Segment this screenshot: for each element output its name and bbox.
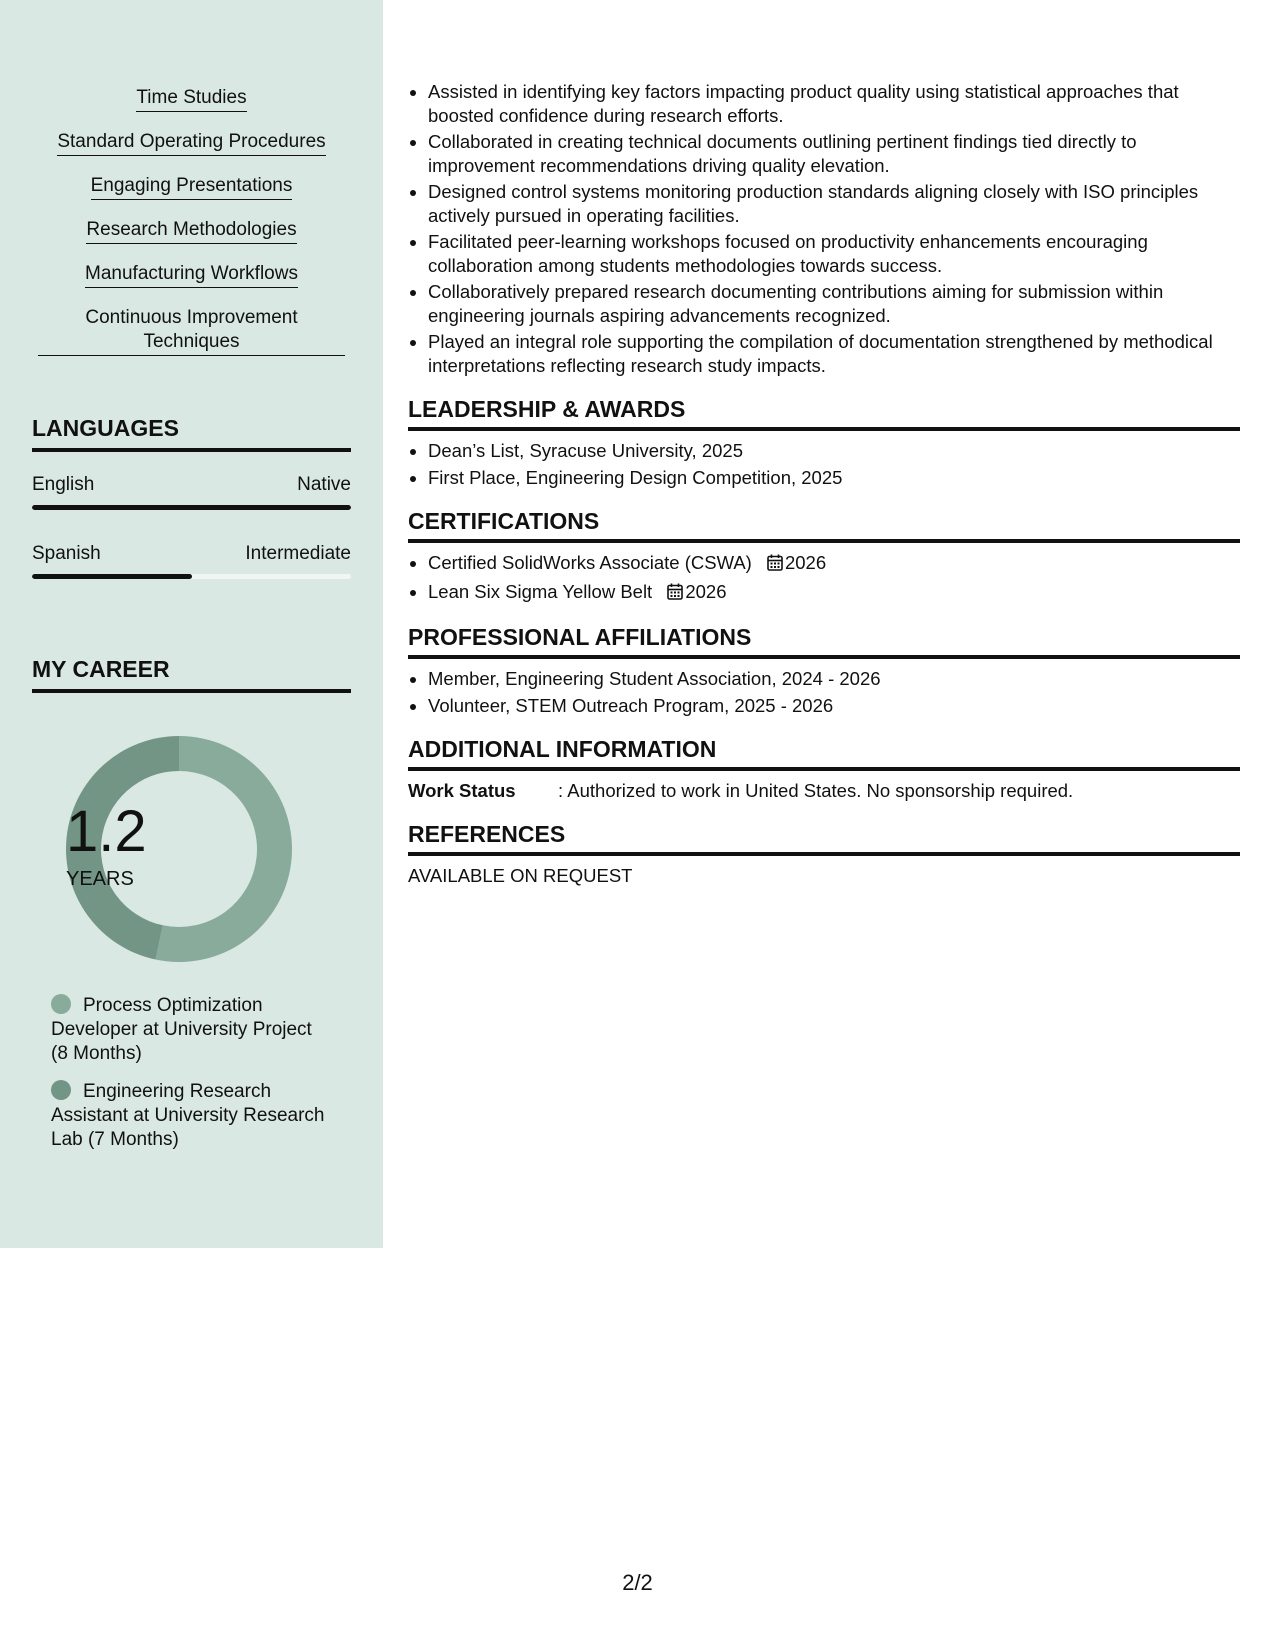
references-text: AVAILABLE ON REQUEST — [408, 865, 633, 886]
career-legend-item — [51, 1080, 326, 1152]
affiliations-heading: PROFESSIONAL AFFILIATIONS — [408, 624, 1240, 659]
leadership-heading: LEADERSHIP & AWARDS — [408, 396, 1240, 431]
experience-bullet: • Facilitated peer-learning workshops focused on productivity enhancements encouraging collaboration among students methodologies towards success. — [428, 230, 1240, 278]
certification-year: 2026 — [685, 581, 727, 602]
career-legend-label: Process Optimization Developer at University Project (8 Months) — [51, 995, 312, 1064]
language-name: English — [32, 474, 95, 495]
experience-bullet: • Collaborated in creating technical documents outlining pertinent findings tied directly to improvement recommendations driving quality elevation. — [428, 130, 1240, 178]
certification-year: 2026 — [784, 552, 827, 573]
sidebar — [0, 0, 383, 1248]
career-legend-label: Engineering Research Assistant at University Research Lab (7 Months) — [51, 1081, 325, 1150]
work-status-value: : Authorized to work in United States. No sponsorship required. — [558, 780, 1074, 801]
language-proficiency-fill — [32, 505, 351, 510]
career-heading: MY CAREER — [32, 656, 351, 693]
language-level: Native — [297, 474, 351, 495]
skill-item: Standard Operating Procedures — [57, 130, 325, 156]
legend-dot-icon — [51, 994, 71, 1014]
leadership-item: • First Place, Engineering Design Competition, 2025 — [428, 466, 1240, 490]
certifications-heading: CERTIFICATIONS — [408, 508, 1240, 543]
career-donut-chart — [66, 736, 292, 962]
language-proficiency-bar — [32, 574, 351, 579]
affiliation-item: • Volunteer, STEM Outreach Program, 2025 - 2026 — [428, 694, 1240, 718]
experience-bullet: • Played an integral role supporting the compilation of documentation strengthened by methodical interpretations reflecting research study impacts. — [428, 330, 1240, 378]
skill-item: Engaging Presentations — [91, 174, 293, 200]
career-total-unit: YEARS — [66, 868, 134, 890]
language-name: Spanish — [32, 543, 101, 564]
language-proficiency-bar — [32, 505, 351, 510]
skill-item: Manufacturing Workflows — [85, 262, 298, 288]
skill-item: Continuous Improvement Techniques — [38, 306, 345, 356]
language-proficiency-fill — [32, 574, 192, 579]
skills-list — [38, 86, 345, 374]
work-status-label: Work Status — [408, 780, 516, 801]
certification-name: Lean Six Sigma Yellow Belt — [428, 581, 653, 602]
skill-item: Research Methodologies — [86, 218, 296, 244]
references-heading: REFERENCES — [408, 821, 1240, 856]
affiliations-list — [408, 667, 1240, 718]
experience-bullet: • Designed control systems monitoring production standards aligning closely with ISO principles actively pursued in operating facilities. — [428, 180, 1240, 228]
leadership-item: • Dean’s List, Syracuse University, 2025 — [428, 439, 1240, 463]
skill-item: Time Studies — [136, 86, 246, 112]
certification-item — [428, 580, 1240, 606]
languages-heading: LANGUAGES — [32, 415, 351, 452]
career-total-value: 1.2 — [66, 799, 147, 864]
calendar-icon — [667, 582, 683, 606]
affiliation-item: • Member, Engineering Student Association, 2024 - 2026 — [428, 667, 1240, 691]
page-number: 2/2 — [622, 1570, 653, 1595]
experience-bullets — [408, 80, 1240, 378]
certification-name: Certified SolidWorks Associate (CSWA) — [428, 552, 752, 573]
certification-item — [428, 551, 1240, 577]
language-row — [32, 474, 351, 496]
main-content — [408, 80, 1240, 888]
career-legend-item — [51, 994, 326, 1066]
experience-bullet: • Assisted in identifying key factors impacting product quality using statistical approaches that boosted confidence during research efforts. — [428, 80, 1240, 128]
certifications-list — [408, 551, 1240, 606]
language-level: Intermediate — [245, 543, 351, 564]
calendar-icon — [767, 553, 783, 577]
additional-info-heading: ADDITIONAL INFORMATION — [408, 736, 1240, 771]
legend-dot-icon — [51, 1080, 71, 1100]
work-status-row — [408, 779, 1240, 803]
experience-bullet: • Collaboratively prepared research documenting contributions aiming for submission within engineering journals aspiring advancements recognized. — [428, 280, 1240, 328]
language-row — [32, 543, 351, 565]
leadership-list — [408, 439, 1240, 490]
